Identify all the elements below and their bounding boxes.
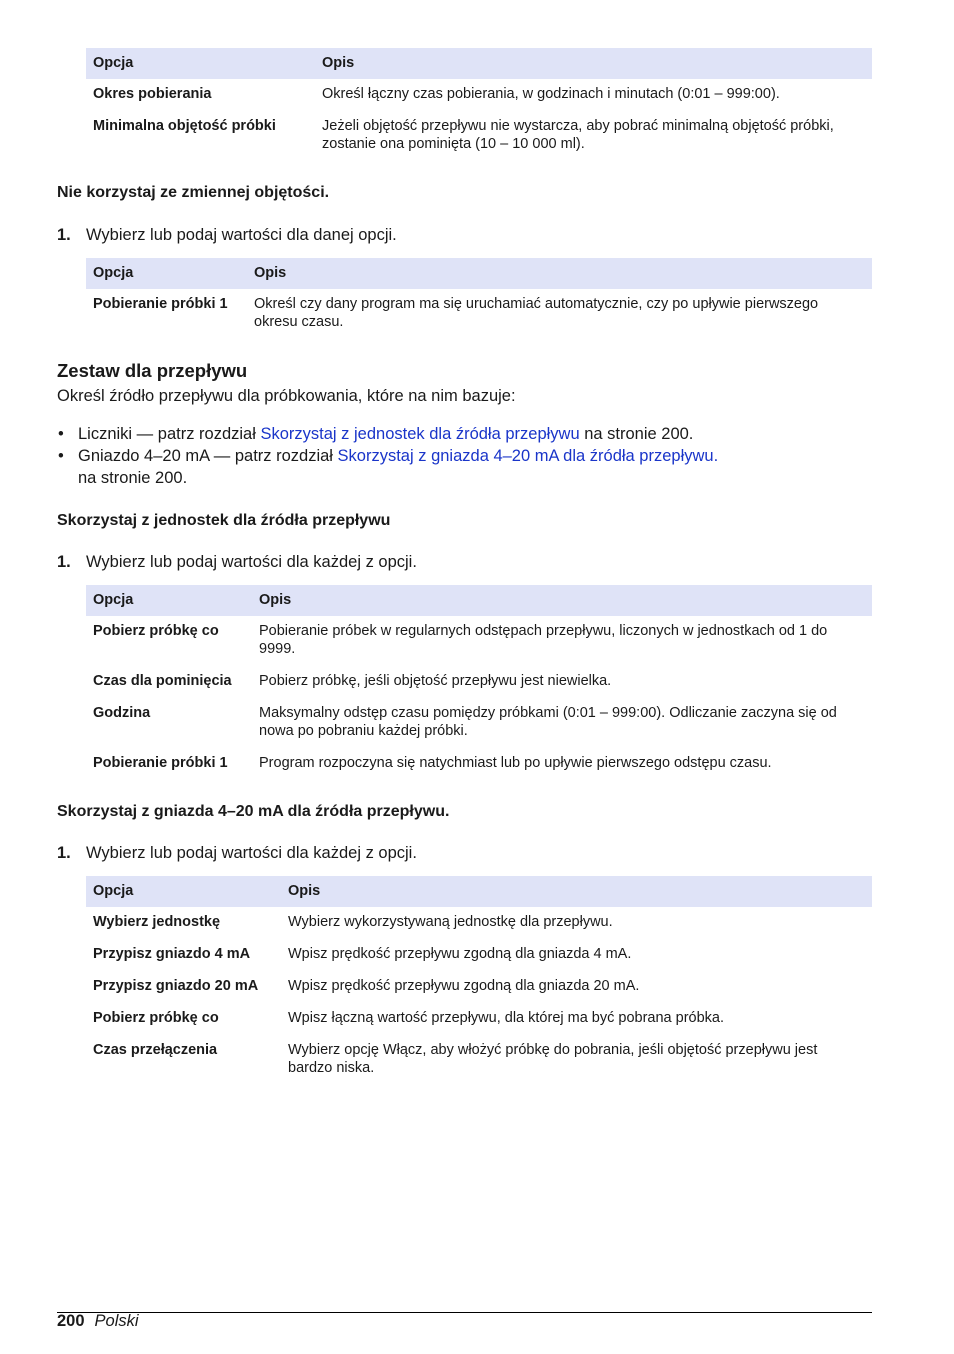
list-item-text: Gniazdo 4–20 mA — patrz rozdział — [78, 447, 338, 465]
table-row — [86, 698, 872, 748]
option-description: Wpisz prędkość przepływu zgodną dla gniazda 20 mA. — [288, 978, 640, 994]
table-row — [86, 666, 872, 698]
step-item — [57, 553, 417, 572]
page-footer — [57, 1312, 139, 1331]
table-row — [86, 111, 872, 161]
table-row — [86, 1003, 872, 1035]
option-description: Wpisz łączną wartość przepływu, dla której ma być pobrana próbka. — [288, 1010, 724, 1026]
table-row — [86, 748, 872, 780]
option-name: Przypisz gniazdo 20 mA — [93, 978, 259, 994]
section-heading-no-variable-volume: Nie korzystaj ze zmiennej objętości. — [57, 184, 330, 201]
table-row — [86, 79, 872, 111]
column-header-option: Opcja — [86, 48, 315, 79]
step-item — [57, 226, 397, 245]
list-item-text: na stronie 200. — [579, 425, 694, 443]
option-description: Program rozpoczyna się natychmiast lub po upływie pierwszego odstępu czasu. — [259, 755, 772, 771]
column-header-description: Opis — [252, 585, 872, 616]
column-header-description: Opis — [281, 876, 872, 907]
list-item-text: Liczniki — patrz rozdział — [78, 425, 261, 443]
table-row — [86, 907, 872, 939]
section-heading-flow-units: Skorzystaj z jednostek dla źródła przepływu — [57, 512, 391, 529]
option-description: Wybierz wykorzystywaną jednostkę dla przepływu. — [288, 914, 613, 930]
option-name: Godzina — [93, 705, 151, 721]
option-name: Pobierz próbkę co — [93, 1010, 219, 1026]
step-item — [57, 844, 417, 863]
option-description: Pobierz próbkę, jeśli objętość przepływu jest niewielka. — [259, 673, 612, 689]
column-header-description: Opis — [315, 48, 872, 79]
step-text: Wybierz lub podaj wartości dla każdej z opcji. — [86, 844, 417, 862]
page-number: 200 — [57, 1312, 85, 1330]
list-item-text: na stronie 200. — [78, 469, 188, 487]
table-row — [86, 289, 872, 339]
option-name: Okres pobierania — [93, 86, 212, 102]
table-header-row — [86, 876, 872, 907]
column-header-option: Opcja — [86, 258, 247, 289]
step-number: 1. — [57, 226, 71, 244]
link-4-20ma-section[interactable]: Skorzystaj z gniazda 4–20 mA dla źródła przepływu. — [337, 447, 719, 465]
options-table-sampling — [86, 48, 872, 161]
option-name: Pobieranie próbki 1 — [93, 296, 228, 312]
flow-source-list — [57, 423, 857, 489]
option-description: Wpisz prędkość przepływu zgodną dla gniazda 4 mA. — [288, 946, 632, 962]
option-description: Wybierz opcję Włącz, aby włożyć próbkę do pobrania, jeśli objętość przepływu jest bardzo niska. — [288, 1042, 818, 1076]
option-name: Czas przełączenia — [93, 1042, 218, 1058]
options-table-first-sample — [86, 258, 872, 339]
table-row — [86, 1035, 872, 1085]
option-name: Wybierz jednostkę — [93, 914, 221, 930]
step-text: Wybierz lub podaj wartości dla danej opcji. — [86, 226, 397, 244]
option-description: Maksymalny odstęp czasu pomiędzy próbkami (0:01 – 999:00). Odliczanie zaczyna się od nowa po pobraniu każdej próbki. — [259, 705, 837, 739]
option-name: Pobierz próbkę co — [93, 623, 219, 639]
option-description: Pobieranie próbek w regularnych odstępach przepływu, liczonych w jednostkach od 1 do 9999. — [259, 623, 828, 657]
list-item — [57, 445, 857, 489]
step-number: 1. — [57, 553, 71, 571]
list-item — [57, 423, 857, 445]
option-name: Przypisz gniazdo 4 mA — [93, 946, 251, 962]
footer-language: Polski — [94, 1312, 139, 1330]
option-description: Określ łączny czas pobierania, w godzinach i minutach (0:01 – 999:00). — [322, 86, 780, 102]
table-header-row — [86, 258, 872, 289]
option-description: Określ czy dany program ma się uruchamiać automatycznie, czy po upływie pierwszego okresu czasu. — [254, 296, 819, 330]
table-header-row — [86, 48, 872, 79]
bullet-glyph: • — [58, 447, 64, 465]
column-header-option: Opcja — [86, 876, 281, 907]
section-heading-4-20ma: Skorzystaj z gniazda 4–20 mA dla źródła przepływu. — [57, 803, 450, 820]
options-table-flow-units — [86, 585, 872, 780]
option-name: Czas dla pominięcia — [93, 673, 232, 689]
column-header-description: Opis — [247, 258, 872, 289]
option-name: Minimalna objętość próbki — [93, 118, 276, 134]
column-header-option: Opcja — [86, 585, 252, 616]
option-name: Pobieranie próbki 1 — [93, 755, 228, 771]
options-table-4-20ma — [86, 876, 872, 1085]
table-row — [86, 616, 872, 666]
step-number: 1. — [57, 844, 71, 862]
section-heading-flow-set: Zestaw dla przepływu — [57, 360, 248, 381]
footer-divider — [57, 1312, 872, 1313]
table-header-row — [86, 585, 872, 616]
step-text: Wybierz lub podaj wartości dla każdej z opcji. — [86, 553, 417, 571]
table-row — [86, 939, 872, 971]
table-row — [86, 971, 872, 1003]
intro-paragraph: Określ źródło przepływu dla próbkowania, które na nim bazuje: — [57, 387, 516, 405]
option-description: Jeżeli objętość przepływu nie wystarcza, aby pobrać minimalną objętość próbki, zostanie ona pominięta (10 – 10 000 ml). — [322, 118, 834, 152]
link-counters-section[interactable]: Skorzystaj z jednostek dla źródła przepływu — [260, 425, 580, 443]
bullet-glyph: • — [58, 425, 64, 443]
